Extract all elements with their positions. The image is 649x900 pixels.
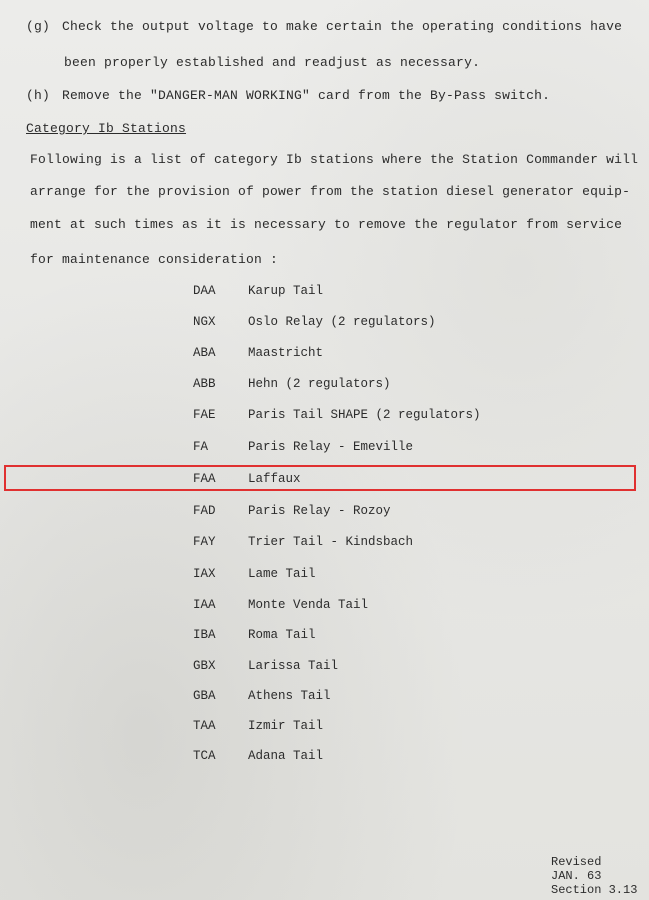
station-code: DAA	[193, 284, 216, 298]
revision-footer	[551, 855, 637, 897]
highlight-box	[4, 465, 636, 491]
station-name: Paris Tail SHAPE (2 regulators)	[248, 408, 481, 422]
step-h-label: (h)	[26, 88, 51, 103]
station-code: IAX	[193, 567, 216, 581]
step-g-line2: been properly established and readjust as necessary.	[64, 55, 481, 70]
station-name: Hehn (2 regulators)	[248, 377, 391, 391]
station-name: Lame Tail	[248, 567, 316, 581]
section-heading: Category Ib Stations	[26, 121, 187, 136]
paragraph-line-4: for maintenance consideration :	[30, 252, 279, 267]
station-code: IBA	[193, 628, 216, 642]
station-name: Paris Relay - Rozoy	[248, 504, 391, 518]
step-h-line	[26, 88, 550, 103]
station-name: Karup Tail	[248, 284, 324, 298]
station-code: FA	[193, 440, 209, 454]
paragraph-line-3: ment at such times as it is necessary to remove the regulator from service	[30, 217, 623, 232]
station-name: Laffaux	[248, 472, 301, 486]
station-code: FAD	[193, 504, 216, 518]
station-code: TAA	[193, 719, 216, 733]
station-name: Oslo Relay (2 regulators)	[248, 315, 436, 329]
station-name: Roma Tail	[248, 628, 316, 642]
step-g-label: (g)	[26, 19, 51, 34]
station-code: IAA	[193, 598, 216, 612]
station-code: FAY	[193, 535, 216, 549]
paragraph-line-1: Following is a list of category Ib stations where the Station Commander will	[30, 152, 639, 167]
station-code: NGX	[193, 315, 216, 329]
step-g-line1	[26, 19, 622, 34]
station-name: Maastricht	[248, 346, 324, 360]
station-name: Athens Tail	[248, 689, 331, 703]
station-code: FAE	[193, 408, 216, 422]
station-code: ABB	[193, 377, 216, 391]
paragraph-line-2: arrange for the provision of power from the station diesel generator equip-	[30, 184, 631, 199]
station-name: Adana Tail	[248, 749, 324, 763]
station-code: GBX	[193, 659, 216, 673]
station-code: TCA	[193, 749, 216, 763]
station-name: Larissa Tail	[248, 659, 339, 673]
station-code: FAA	[193, 472, 216, 486]
revision-date: JAN. 63	[551, 869, 602, 883]
step-g-text-1: Check the output voltage to make certain the operating conditions have	[62, 19, 623, 34]
station-code: ABA	[193, 346, 216, 360]
station-name: Paris Relay - Emeville	[248, 440, 414, 454]
station-name: Monte Venda Tail	[248, 598, 369, 612]
station-name: Trier Tail - Kindsbach	[248, 535, 414, 549]
section-number: Section 3.13	[551, 883, 638, 897]
station-name: Izmir Tail	[248, 719, 324, 733]
station-code: GBA	[193, 689, 216, 703]
step-h-text: Remove the "DANGER-MAN WORKING" card from the By-Pass switch.	[62, 88, 551, 103]
revised-label: Revised	[551, 855, 602, 869]
